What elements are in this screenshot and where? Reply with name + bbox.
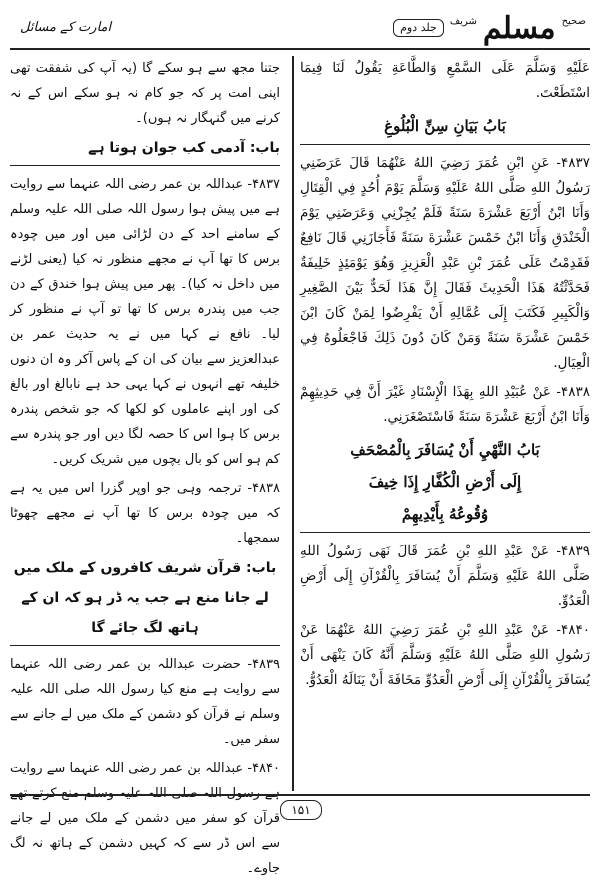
hadith-4838-arabic: ۴۸۳۸- عَنْ عُبَيْدِ اللهِ بِهَذَا الْإِسْنَادِ غَيْرَ أَنَّ فِي حَدِيثِهِمْ وَأَنَا ابْنُ أَرْبَعَ عَشْرَةَ سَنَةً فَاسْتَصْغَرَنِي. [300,384,590,425]
section-title: امارت کے مسائل [20,20,112,35]
hadith-4840-arabic: ۴۸۴۰- عَنْ عَبْدِ اللهِ بْنِ عُمَرَ رَضِيَ اللهُ عَنْهُمَا عَنْ رَسُولِ اللهِ صَلَّى اللهُ عَلَيْهِ وَسَلَّمَ أَنَّهُ كَانَ يَنْهَى أَنْ يُسَافَرَ بِالْقُرْآنِ إِلَى أَرْضِ الْعَدُوِّ مَخَافَةَ أَنْ يَنَالَهُ الْعَدُوُّ. [300,622,590,688]
logo-prefix: صحیح [561,15,586,27]
column-divider [292,56,294,791]
book-logo [393,8,586,48]
urdu-chapter-title-2-line3: ہاتھ لگ جائے گا [10,615,280,646]
urdu-intro: جتنا مجھ سے ہو سکے گا (یہ آپ کی شفقت تھی اپنی امت پر کہ جو کام نہ ہو سکے اس کے نہ کرنے میں گنہگار نہ ہوں)۔ [10,61,280,126]
hadith-4839-urdu: ۴۸۳۹- حضرت عبداللہ بن عمر رضی اللہ عنہما سے روایت ہے منع کیا رسول اللہ صلی اللہ علیہ وسلم نے قرآن کو دشمن کے ملک میں لے جانے سے سفر میں۔ [10,657,280,747]
logo-title: مسلم [482,10,556,46]
page-number: ۱۵۱ [280,800,322,820]
page [10,8,590,876]
logo-suffix: شریف [449,15,477,27]
arabic-chapter-title-2-line1: بَابُ النَّهْيِ أَنْ يُسَافَرَ بِالْمُصْحَفِ [350,441,540,459]
hadith-4839-arabic: ۴۸۳۹- عَنْ عَبْدِ اللهِ بْنِ عُمَرَ قَالَ نَهَى رَسُولُ اللهِ صَلَّى اللهُ عَلَيْهِ وَسَلَّمَ أَنْ يُسَافَرَ بِالْقُرْآنِ إِلَى أَرْضِ الْعَدُوِّ. [300,543,590,609]
page-footer [10,794,590,822]
arabic-chapter-title-2-line3: وُقُوعُهُ بِأَيْدِيهِمْ [300,500,590,533]
hadith-4837-arabic: ۴۸۳۷- عَنِ ابْنِ عُمَرَ رَضِيَ اللهُ عَنْهُمَا قَالَ عَرَضَنِي رَسُولُ اللهِ صَلَّى اللهُ عَلَيْهِ وَسَلَّمَ يَوْمَ أُحُدٍ فِي الْقِتَالِ وَأَنَا ابْنُ أَرْبَعَ عَشْرَةَ سَنَةً فَلَمْ يُجِزْنِي وَعَرَضَنِي يَوْمَ الْخَنْدَقِ وَأَنَا ابْنُ خَمْسَ عَشْرَةَ سَنَةً فَأَجَازَنِي قَالَ نَافِعٌ فَقَدِمْتُ عَلَى عُمَرَ بْنِ عَبْدِ الْعَزِيزِ وَهُوَ يَوْمَئِذٍ خَلِيفَةٌ فَحَدَّثْتُهُ هَذَا الْحَدِيثَ فَقَالَ إِنَّ هَذَا لَحَدٌّ بَيْنَ الصَّغِيرِ وَالْكَبِيرِ فَكَتَبَ إِلَى عُمَّالِهِ أَنْ يَفْرِضُوا لِمَنْ كَانَ ابْنَ خَمْسَ عَشْرَةَ سَنَةً وَمَنْ كَانَ دُونَ ذَلِكَ فَاجْعَلُوهُ فِي الْعِيَالِ. [300,155,590,371]
hadith-4838-urdu: ۴۸۳۸- ترجمہ وہی جو اوپر گزرا اس میں یہ ہے کہ میں چودہ برس کا تھا آپ نے مجھے چھوٹا سمجھا۔ [10,481,280,546]
arabic-column [300,56,590,791]
hadith-4840-urdu: ۴۸۴۰- عبداللہ بن عمر رضی اللہ عنہما سے روایت ہے رسول اللہ صلی اللہ علیہ وسلم منع کرتے تھے قرآن کو سفر میں دشمن کے ملک میں لے جانے سے اس ڈر سے کہ کہیں دشمن کے ہاتھ نہ لگ جاوے۔ [10,761,280,876]
arabic-chapter-title-2-line2: إِلَى أَرْضِ الْكُفَّارِ إِذَا خِيفَ [368,473,522,491]
page-header [10,8,590,50]
urdu-chapter-title-2-line2: لے جانا منع ہے جب یہ ڈر ہو کہ ان کے [21,590,269,606]
volume-badge: جلد دوم [393,19,444,37]
urdu-column [10,56,280,876]
urdu-chapter-title-2-line1: باب: قرآن شریف کافروں کے ملک میں [13,560,277,576]
hadith-4837-urdu: ۴۸۳۷- عبداللہ بن عمر رضی اللہ عنہما سے روایت ہے میں پیش ہوا رسول اللہ صلی اللہ علیہ وسلم کے سامنے احد کے دن لڑائی میں اور میں چودہ برس کا تھا آپ نے مجھے منظور نہ کیا (یعنی لڑنے میں داخل نہ کیا)۔ پھر میں پیش ہوا خندق کے دن جب میں پندرہ برس کا تھا تو آپ نے منظور کر لیا۔ نافع نے کہا میں نے یہ حدیث عمر بن عبدالعزیز سے بیان کی ان کے پاس آکر وہ ان دنوں خلیفہ تھے انہوں نے کہا یہی حد ہے نابالغ اور بالغ کی اور اپنے عاملوں کو لکھا کہ جو شخص پندرہ برس کا ہوا اس کا حصہ لگا دیں اور جو پندرہ سے کم ہو اس کو بال بچوں میں شریک کریں۔ [10,177,280,467]
urdu-chapter-title: باب: آدمی کب جوان ہوتا ہے [10,135,280,166]
arabic-intro: عَلَيْهِ وَسَلَّمَ عَلَى السَّمْعِ وَالطَّاعَةِ يَقُولُ لَنَا فِيمَا اسْتَطَعْتَ. [300,60,590,101]
arabic-chapter-title: بَابُ بَيَانِ سِنِّ الْبُلُوغِ [300,112,590,145]
